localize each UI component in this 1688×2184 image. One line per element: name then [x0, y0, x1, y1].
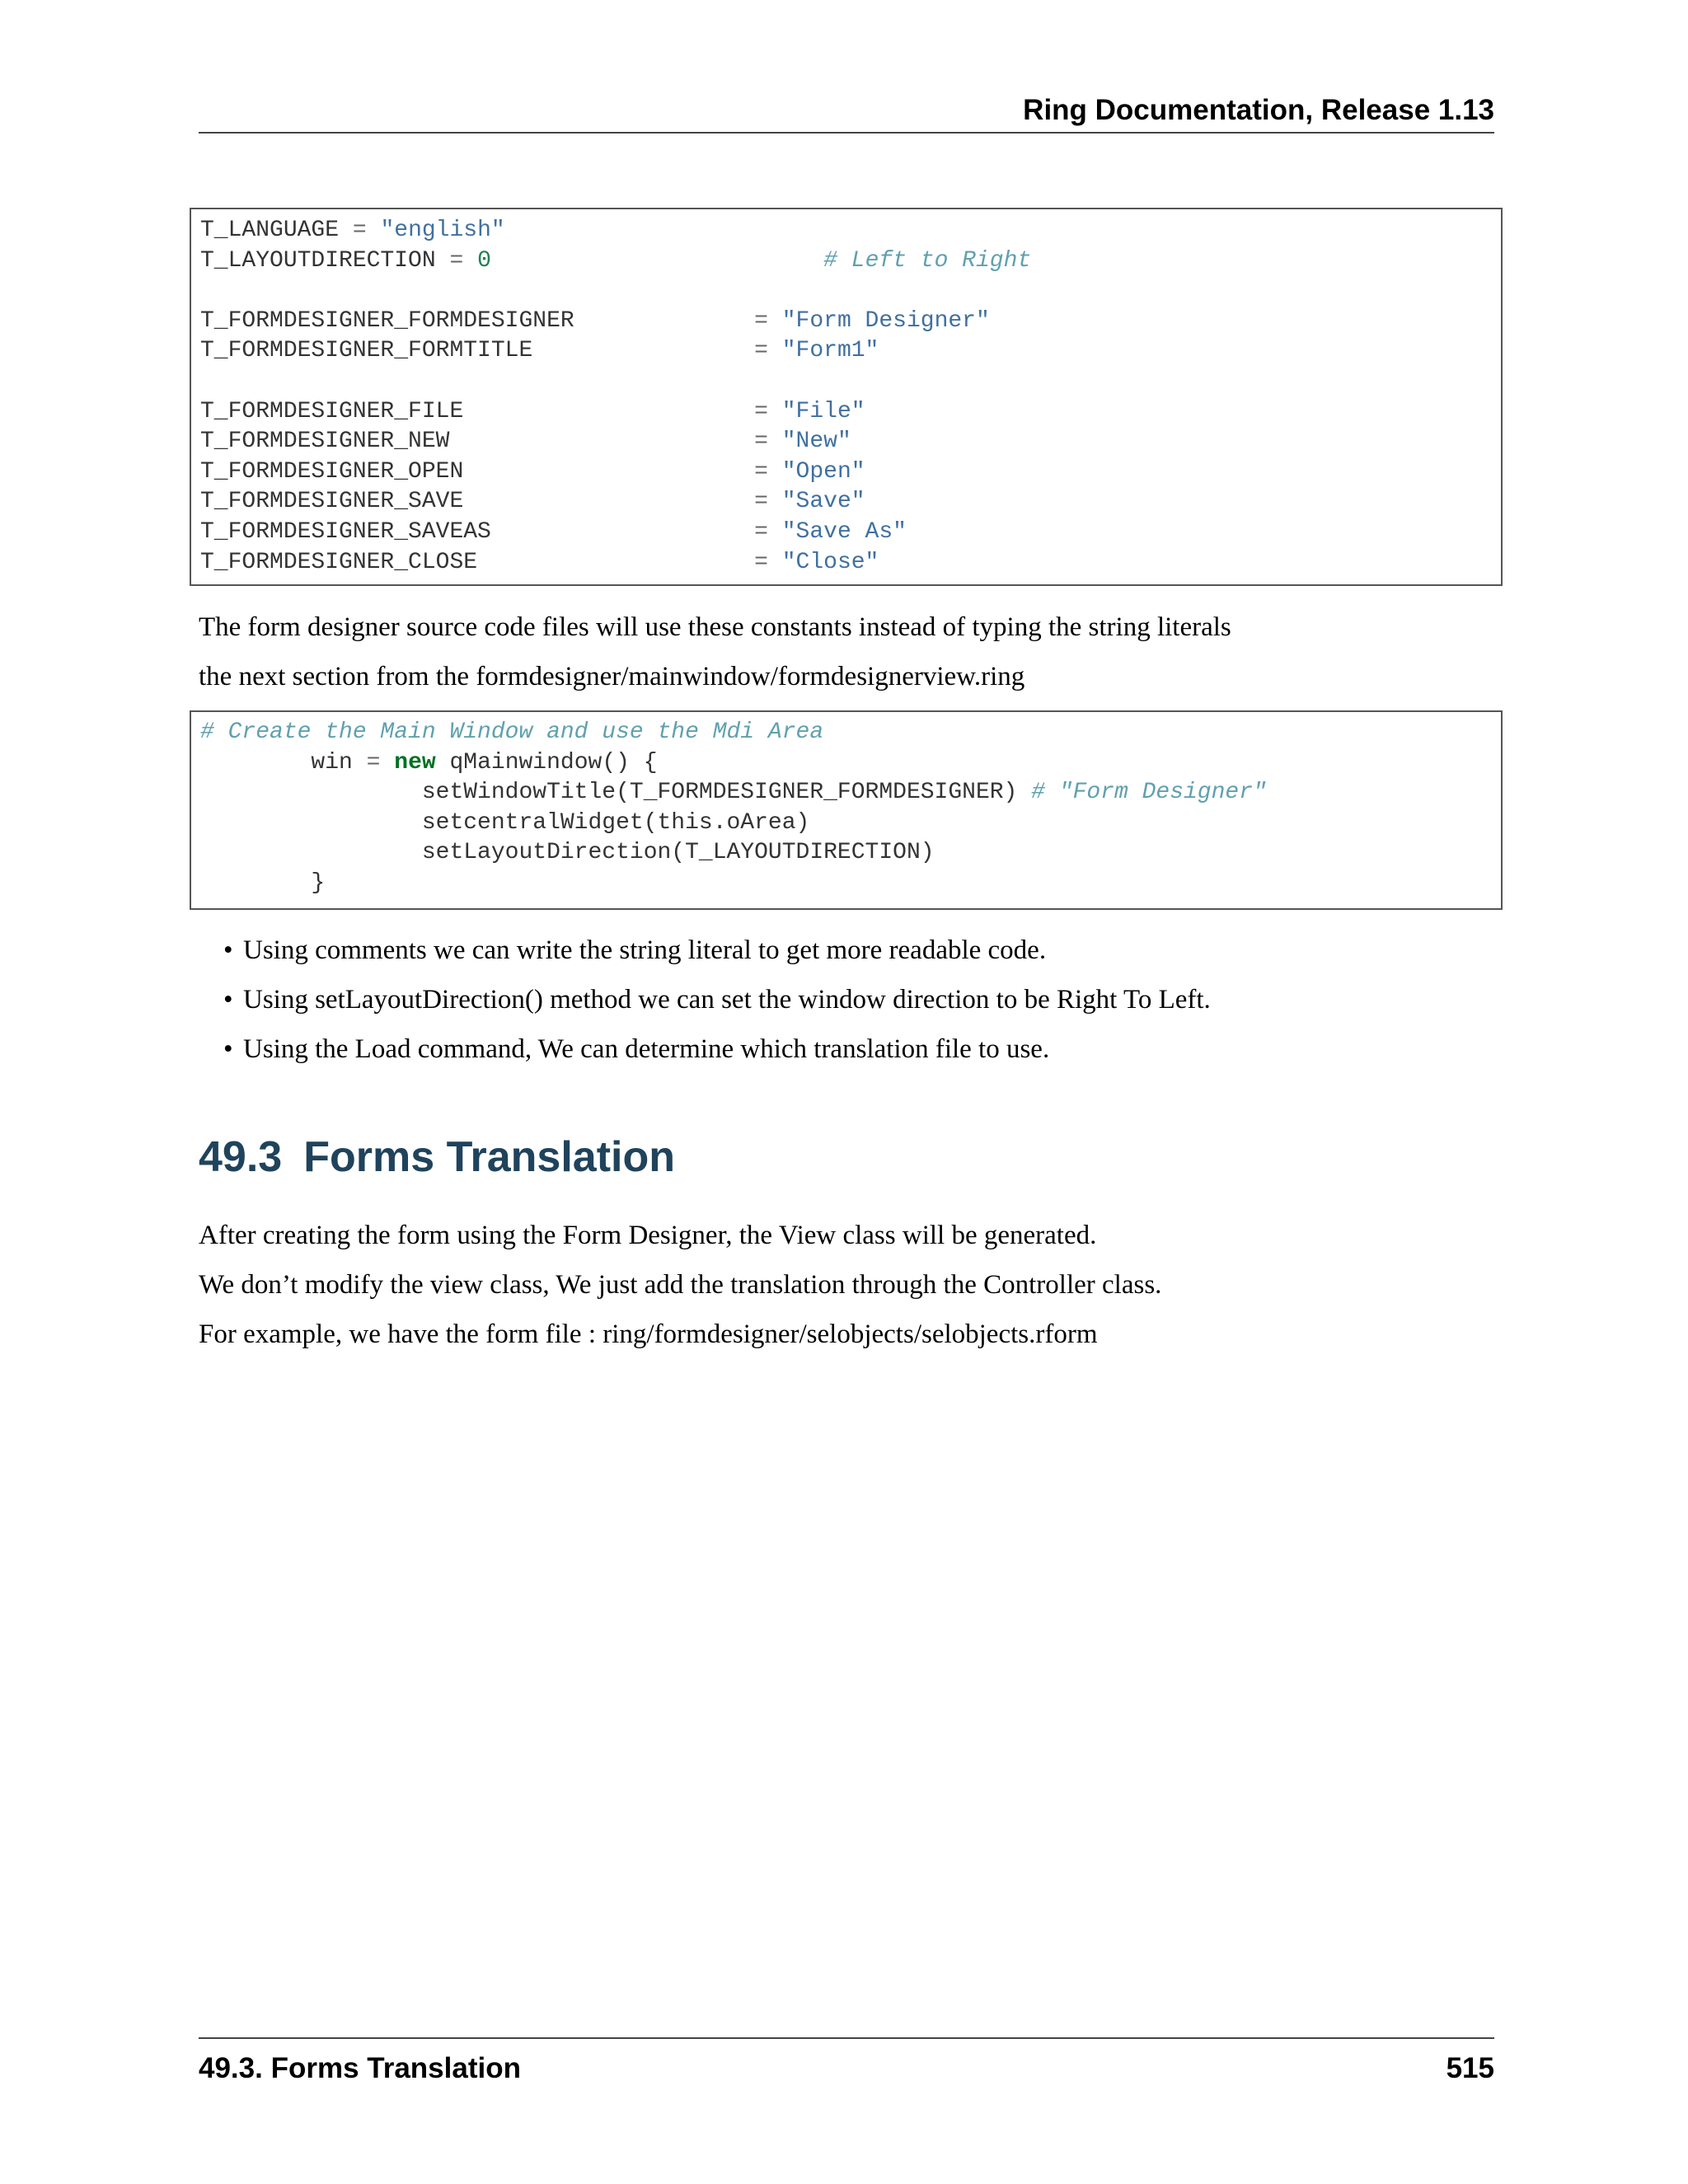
code-token: T_FORMDESIGNER_NEW [200, 429, 755, 455]
code-token [367, 218, 381, 243]
code-token: = [366, 749, 381, 776]
code-block-mainwindow [190, 710, 1503, 910]
code-token [380, 750, 394, 776]
code-line [200, 748, 1501, 779]
code-line [200, 718, 1501, 748]
list-item-text: Using comments we can write the string literal to get more readable code. [243, 935, 1047, 965]
code-token: setWindowTitle(T_FORMDESIGNER_FORMDESIGNER) [200, 780, 1032, 806]
code-line [200, 427, 1501, 457]
page-number: 515 [1446, 2052, 1494, 2084]
paragraph-constants-usage: The form designer source code files will use these constants instead of typing the string literals [199, 612, 1231, 642]
bullet-icon: • [223, 985, 233, 1015]
code-token: = [754, 307, 768, 334]
code-token: "Form1" [781, 338, 879, 364]
code-token: # "Form Designer" [1031, 780, 1267, 806]
code-line [200, 336, 1501, 367]
section-heading [199, 1131, 675, 1183]
code-line [200, 457, 1501, 488]
code-token: setLayoutDirection(T_LAYOUTDIRECTION) [200, 840, 935, 866]
code-token: T_FORMDESIGNER_CLOSE [200, 549, 755, 575]
section-number: 49.3 [199, 1133, 283, 1181]
code-token: = [352, 218, 367, 243]
page-header [199, 92, 1494, 134]
code-token: "english" [380, 218, 505, 243]
code-line [200, 487, 1501, 518]
code-line [200, 808, 1501, 839]
code-token: T_FORMDESIGNER_SAVE [200, 489, 755, 515]
code-line [200, 216, 1501, 246]
code-line [200, 869, 1501, 899]
code-token: T_LAYOUTDIRECTION [200, 247, 450, 274]
code-line [200, 276, 1501, 307]
code-token: T_LANGUAGE [200, 218, 353, 243]
paragraph-controller-class: We don’t modify the view class, We just add the translation through the Controller class. [199, 1270, 1162, 1300]
bullet-icon: • [223, 935, 233, 965]
code-token: T_FORMDESIGNER_SAVEAS [200, 518, 755, 545]
code-token [768, 489, 782, 514]
code-line [200, 367, 1501, 397]
bullet-icon: • [223, 1034, 233, 1064]
code-lines [191, 209, 1501, 578]
paragraph-form-file: For example, we have the form file : ring/formdesigner/selobjects/selobjects.rform [199, 1319, 1098, 1349]
code-token [768, 550, 782, 575]
list-item [223, 1033, 1050, 1066]
code-token: = [754, 398, 768, 424]
code-token [768, 308, 782, 334]
code-token: # Create the Main Window and use the Mdi Area [200, 719, 824, 745]
code-token: 0 [477, 247, 491, 274]
code-token: qMainwindow() { [435, 749, 658, 776]
paragraph-view-class: After creating the form using the Form Designer, the View class will be generated. [199, 1221, 1097, 1250]
code-token: # Left to Right [823, 247, 1032, 274]
code-line [200, 246, 1501, 277]
code-token: = [754, 549, 768, 575]
code-token [463, 248, 477, 274]
code-token [491, 248, 823, 274]
code-token: T_FORMDESIGNER_FORMTITLE [200, 338, 755, 364]
footer-section: 49.3. Forms Translation [199, 2052, 521, 2084]
code-block-constants [190, 208, 1503, 586]
code-lines [191, 712, 1501, 899]
code-token: = [754, 518, 768, 545]
code-token: "Save As" [781, 518, 907, 545]
list-item-text: Using the Load command, We can determine which translation file to use. [243, 1034, 1050, 1064]
code-token [768, 459, 782, 485]
code-token: new [394, 749, 436, 776]
code-token: T_FORMDESIGNER_FILE [200, 398, 755, 424]
code-line [200, 838, 1501, 869]
list-item [223, 934, 1047, 967]
list-item [223, 983, 1211, 1016]
code-token [768, 338, 782, 363]
code-token: } [200, 869, 326, 896]
code-line [200, 778, 1501, 808]
code-token [768, 399, 782, 424]
section-title: Forms Translation [303, 1133, 675, 1181]
code-token: "Open" [781, 458, 865, 485]
code-line [200, 397, 1501, 428]
code-token: "Form Designer" [781, 307, 990, 334]
code-token: = [754, 489, 768, 515]
page-footer [199, 2037, 1494, 2084]
code-line [200, 307, 1501, 337]
paragraph-next-section: the next section from the formdesigner/mainwindow/formdesignerview.ring [199, 662, 1025, 691]
code-token: win [200, 749, 367, 776]
code-token: setcentralWidget(this.oArea) [200, 809, 810, 836]
code-token [768, 519, 782, 545]
code-token: = [754, 429, 768, 455]
code-token: "Close" [781, 549, 879, 575]
code-token: "File" [781, 398, 865, 424]
code-token [768, 429, 782, 454]
code-token: "Save" [781, 489, 865, 515]
code-token: = [754, 458, 768, 485]
code-token: "New" [781, 429, 851, 455]
code-line [200, 518, 1501, 548]
list-item-text: Using setLayoutDirection() method we can set the window direction to be Right To Left. [243, 985, 1211, 1015]
code-line [200, 548, 1501, 579]
code-token: = [449, 247, 464, 274]
code-token: T_FORMDESIGNER_FORMDESIGNER [200, 307, 755, 334]
code-token: = [754, 338, 768, 364]
code-token: T_FORMDESIGNER_OPEN [200, 458, 755, 485]
header-title: Ring Documentation, Release 1.13 [1023, 94, 1494, 126]
